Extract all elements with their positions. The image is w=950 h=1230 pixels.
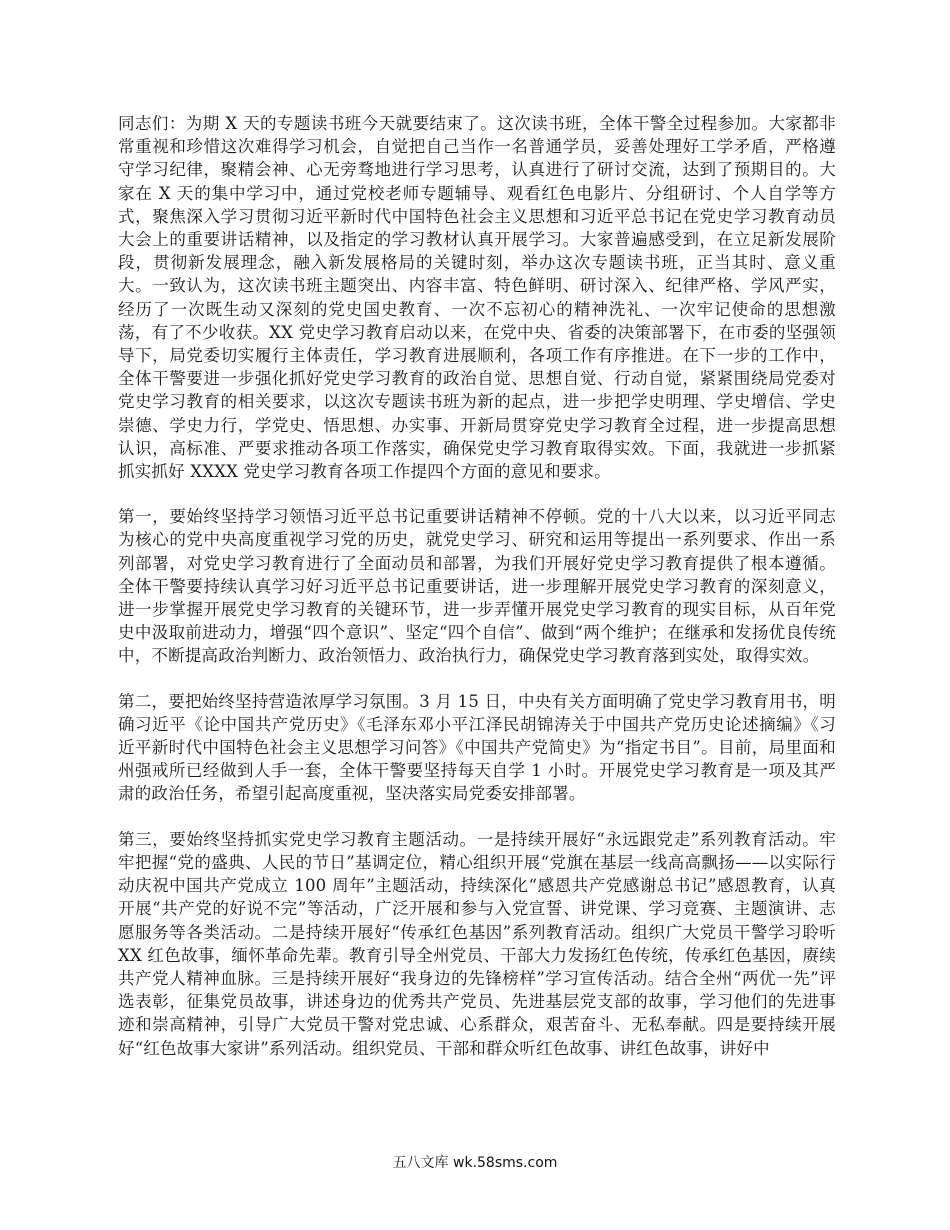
paragraph-opening: 同志们：为期 X 天的专题读书班今天就要结束了。这次读书班，全体干警全过程参加。大家都非常重视和珍惜这次难得学习机会，自觉把自己当作一名普通学员，妥善处理好工学矛盾，严格遵守学习纪律，聚精会神、心无旁骛地进行学习思考，认真进行了研讨交流，达到了预期目的。大家在 X 天的集中学习中，通过党校老师专题辅导、观看红色电影片、分组研讨、个人自学等方式，聚焦深入学习贯彻习近平新时代中国特色社会主义思想和习近平总书记在党史学习教育动员大会上的重要讲话精神，以及指定的学习教材认真开展学习。大家普遍感受到，在立足新发展阶段，贯彻新发展理念，融入新发展格局的关键时刻，举办这次专题读书班，正当其时、意义重大。一致认为，这次读书班主题突出、内容丰富、特色鲜明、研讨深入、纪律严格、学风严实，经历了一次既生动又深刻的党史国史教育、一次不忘初心的精神洗礼、一次牢记使命的思想激荡，有了不少收获。XX 党史学习教育启动以来，在党中央、省委的决策部署下，在市委的坚强领导下，局党委切实履行主体责任，学习教育进展顺利，各项工作有序推进。在下一步的工作中，全体干警要进一步强化抓好党史学习教育的政治自觉、思想自觉、行动自觉，紧紧围绕局党委对党史学习教育的相关要求，以这次专题读书班为新的起点，进一步把学史明理、学史增信、学史崇德、学史力行，学党史、悟思想、办实事、开新局贯穿党史学习教育全过程，进一步提高思想认识，高标准、严要求推动各项工作落实，确保党史学习教育取得实效。下面，我就进一步抓紧抓实抓好 XXXX 党史学习教育各项工作提四个方面的意见和要求。: [118, 114, 836, 482]
paragraph-point-two: 第二，要把始终坚持营造浓厚学习氛围。3 月 15 日，中央有关方面明确了党史学习教育用书，明确习近平《论中国共产党历史》《毛泽东邓小平江泽民胡锦涛关于中国共产党历史论述摘编》《习近平新时代中国特色社会主义思想学习问答》《中国共产党简史》为“指定书目”。目前，局里面和州强戒所已经做到人手一套，全体干警要坚持每天自学 1 小时。开展党史学习教育是一项及其严肃的政治任务，希望引起高度重视，坚决落实局党委安排部署。: [118, 691, 836, 804]
footer-watermark: 五八文库 wk.58sms.com: [392, 1155, 558, 1171]
document-body: [118, 112, 836, 1082]
paragraph-point-one: 第一，要始终坚持学习领悟习近平总书记重要讲话精神不停顿。党的十八大以来，以习近平同志为核心的党中央高度重视学习党的历史，就党史学习、研究和运用等提出一系列要求、作出一系列部署，对党史学习教育进行了全面动员和部署，为我们开展好党史学习教育提供了根本遵循。全体干警要持续认真学习好习近平总书记重要讲话，进一步理解开展党史学习教育的深刻意义，进一步掌握开展党史学习教育的关键环节，进一步弄懂开展党史学习教育的现实目标，从百年党史中汲取前进动力，增强“四个意识”、坚定“四个自信”、做到“两个维护；在继承和发扬优良传统中，不断提高政治判断力、政治领悟力、政治执行力，确保党史学习教育落到实处，取得实效。: [118, 507, 836, 666]
paragraph-point-three: 第三，要始终坚持抓实党史学习教育主题活动。一是持续开展好“永远跟党走”系列教育活动。牢牢把握“党的盛典、人民的节日”基调定位，精心组织开展“党旗在基层一线高高飘扬——以实际行动庆祝中国共产党成立 100 周年”主题活动，持续深化“感恩共产党感谢总书记”感恩教育，认真开展“共产党的好说不完”等活动，广泛开展和参与入党宣誓、讲党课、学习竞赛、主题演讲、志愿服务等各类活动。二是持续开展好“传承红色基因”系列教育活动。组织广大党员干警学习聆听 XX 红色故事，缅怀革命先辈。教育引导全州党员、干部大力发扬红色传统，传承红色基因，赓续共产党人精神血脉。三是持续开展好“我身边的先锋榜样”学习宣传活动。结合全州“两优一先”评选表彰，征集党员故事，讲述身边的优秀共产党员、先进基层党支部的故事，学习他们的先进事迹和崇高精神，引导广大党员干警对党忠诚、心系群众，艰苦奋斗、无私奉献。四是要持续开展好“红色故事大家讲”系列活动。组织党员、干部和群众听红色故事、讲红色故事，讲好中: [118, 829, 836, 1058]
